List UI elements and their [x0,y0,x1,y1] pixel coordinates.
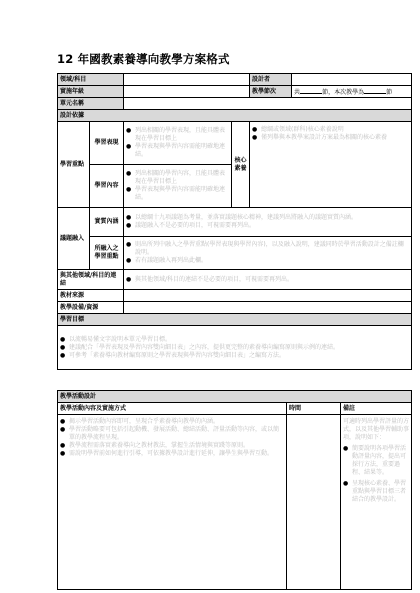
core-item: ● 總綱或領域(群科)核心素養說明 [252,126,344,133]
related-item: ● 與其他領域/科目的連結不是必要的項目，可視需要再列出。 [126,275,294,283]
activities-content-header: 教學活動內容及實施方式 [58,403,287,415]
issues-label: 議題融入 [58,208,90,270]
activities-time-header: 時間 [287,403,341,415]
materials-value[interactable] [124,290,412,302]
issues-learning-item: ● 則出所列中融入之學習重點(學習表現與學習內容)，以及融入說明，建議同時於學習活動設計之備註欄說明。 [126,241,404,256]
core-item: ● 僅列舉與本教學案設計方案最為相關的核心素養 [252,134,388,141]
activity-item: ● 教學流程需落實素養導向之教材教法，掌握生活情境與實踐等原則。 [60,442,250,449]
issues-content-item: ● 以總綱十九項議題為考量，並落實議題核心精神，建議列出將融入的議題實質內涵。 [126,214,358,221]
activities-time-cell[interactable] [287,415,341,590]
content-label: 學習內容 [90,165,124,208]
content-item: ● 列出相關的學習內容，且能具體表現在學習目標上 [126,170,226,185]
objective-item: ● 建議配合「學習表現及學習內容雙向細目表」之內容，提供更完整的素養導向編寫原則與示例的連結。 [60,343,340,351]
notes-intro: 可適時列出學習評量的方式，以及其他學習輔助事項，說明如下： [343,418,410,441]
objective-item: ● 可參考「素養導向教材編寫原則之學習表現與學習內容雙向細目表」之編寫方法。 [60,351,286,359]
designer-label: 設計者 [250,74,292,86]
focus-label: 學習重點 [58,122,90,208]
domain-value[interactable] [124,74,250,86]
objectives-label: 學習目標 [58,314,412,326]
basis-label: 設計依據 [58,110,412,122]
performance-item: ● 學習表現與學習內容需能明確地連結。 [126,143,226,158]
equipment-value[interactable] [124,302,412,314]
notes-item: ● 呈現核心素養、學習重點與學習目標三者結合的教學設計。 [343,480,407,503]
activity-item: ● 揭示學習活動內容即可，呈現合乎素養導向教學的內涵。 [60,418,220,425]
activity-item: ● 需說明學習前如何進行引導，可依據教學設計進行延伸，讓學生與學習互動。 [60,450,274,457]
grade-value[interactable] [124,86,250,98]
objective-item: ● 以流暢易懂文字說明本單元學習目標。 [60,335,172,343]
domain-label: 領域/科目 [58,74,124,86]
activities-table [57,390,412,590]
performance-label: 學習表現 [90,122,124,165]
designer-value[interactable] [292,74,412,86]
related-label: 與其他領域/科目的連結 [58,270,124,290]
grade-label: 實施年級 [58,86,124,98]
activities-notes-header: 備註 [341,403,412,415]
document-title: 12 年國教素養導向教學方案格式 [57,52,230,66]
periods-value[interactable]: 共 節，本次教學為 節 [292,86,412,98]
issues-content-label: 實質內涵 [90,208,124,237]
materials-label: 教材來源 [58,290,124,302]
issues-content-item: ● 議題融入不是必要的項目，可視需要再列出。 [126,222,256,229]
plan-table [57,73,412,370]
periods-label: 教學節次 [250,86,292,98]
content-item: ● 學習表現與學習內容需能明確地連結。 [126,186,226,201]
core-label: 核心素養 [232,122,250,208]
unit-label: 單元名稱 [58,98,124,110]
performance-item: ● 列出相關的學習表現，且能具體表現在學習目標上 [126,127,226,142]
notes-item: ● 簡要說明各項學習活動評量內容，提出可採行方法，重要過程、結果等。 [343,445,407,476]
activity-item: ● 學習活動略要可包括引起動機、發展活動、總結活動、評量活動等內容，或以簡單的教學流程呈現。 [60,426,280,441]
equipment-label: 教學設備/資源 [58,302,124,314]
unit-value[interactable] [124,98,412,110]
issues-learning-label: 所融入之學習重點 [90,237,124,270]
activities-section-label: 教學活動設計 [58,391,412,403]
issues-learning-item: ● 若有議題融入再列出此欄。 [126,257,208,264]
